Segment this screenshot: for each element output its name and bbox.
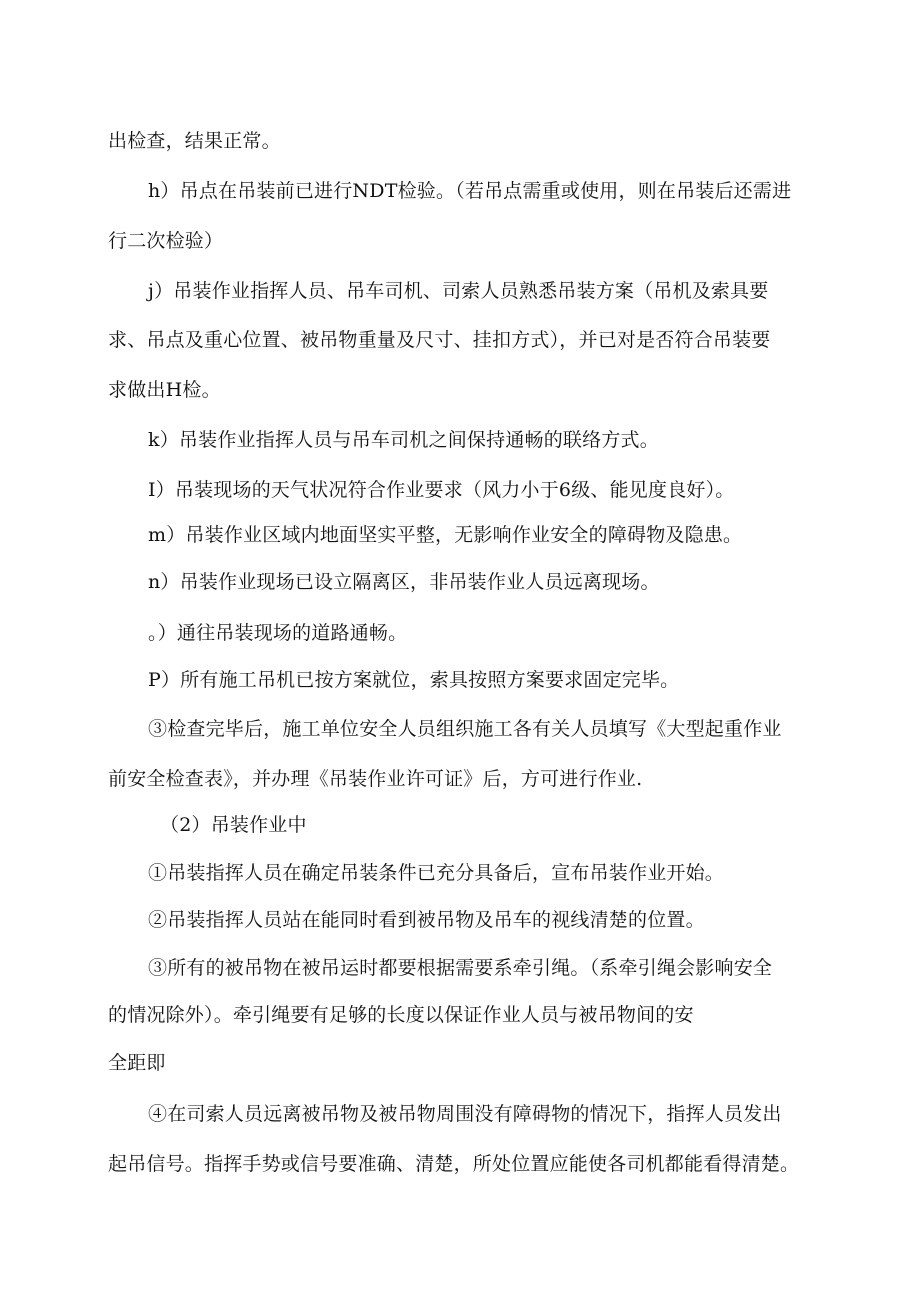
text-line: n）吊装作业现场已设立隔离区，非吊装作业人员远离现场。 xyxy=(148,571,660,593)
text-line: ③所有的被吊物在被吊运时都要根据需要系牵引绳。（系牵引绳会影响安全 xyxy=(148,957,773,979)
text-line: ③检查完毕后，施工单位安全人员组织施工各有关人员填写《大型起重作业 xyxy=(148,718,782,740)
text-line: 求、吊点及重心位置、被吊物重量及尺寸、挂扣方式），并已对是否符合吊装要 xyxy=(108,329,771,351)
section-heading: （2）吊装作业中 xyxy=(160,814,307,836)
text-line: ②吊装指挥人员站在能同时看到被吊物及吊车的视线清楚的位置。 xyxy=(148,909,705,931)
text-line: k）吊装作业指挥人员与吊车司机之间保持通畅的联络方式。 xyxy=(148,429,659,451)
text-line: 起吊信号。指挥手势或信号要准确、清楚，所处位置应能使各司机都能看得清楚。 xyxy=(108,1153,800,1175)
text-line: I）吊装现场的天气状况符合作业要求（风力小于6级、能见度良好）。 xyxy=(148,479,735,501)
text-line: m）吊装作业区域内地面坚实平整，无影响作业安全的障碍物及隐患。 xyxy=(148,524,743,546)
text-line: 全距即 xyxy=(108,1052,166,1074)
text-line: 前安全检查表》，并办理《吊装作业许可证》后，方可进行作业. xyxy=(108,768,643,790)
text-line: P）所有施工吊机已按方案就位，索具按照方案要求固定完毕。 xyxy=(148,669,680,691)
text-line: ④在司索人员远离被吊物及被吊物周围没有障碍物的情况下，指挥人员发出 xyxy=(148,1103,782,1125)
text-line: h）吊点在吊装前已进行NDT检验。（若吊点需重或使用，则在吊装后还需进 xyxy=(148,180,792,202)
text-line: 出检查，结果正常。 xyxy=(108,130,281,152)
text-line: j）吊装作业指挥人员、吊车司机、司索人员熟悉吊装方案（吊机及索具要 xyxy=(148,280,769,302)
text-line: ①吊装指挥人员在确定吊装条件已充分具备后，宣布吊装作业开始。 xyxy=(148,862,725,884)
text-line: 。）通往吊装现场的道路通畅。 xyxy=(148,622,408,644)
text-line: 求做出H检。 xyxy=(108,379,221,401)
text-line: 行二次检验） xyxy=(108,230,224,252)
text-line: 的情况除外）。牵引绳要有足够的长度以保证作业人员与被吊物间的安 xyxy=(108,1004,694,1026)
